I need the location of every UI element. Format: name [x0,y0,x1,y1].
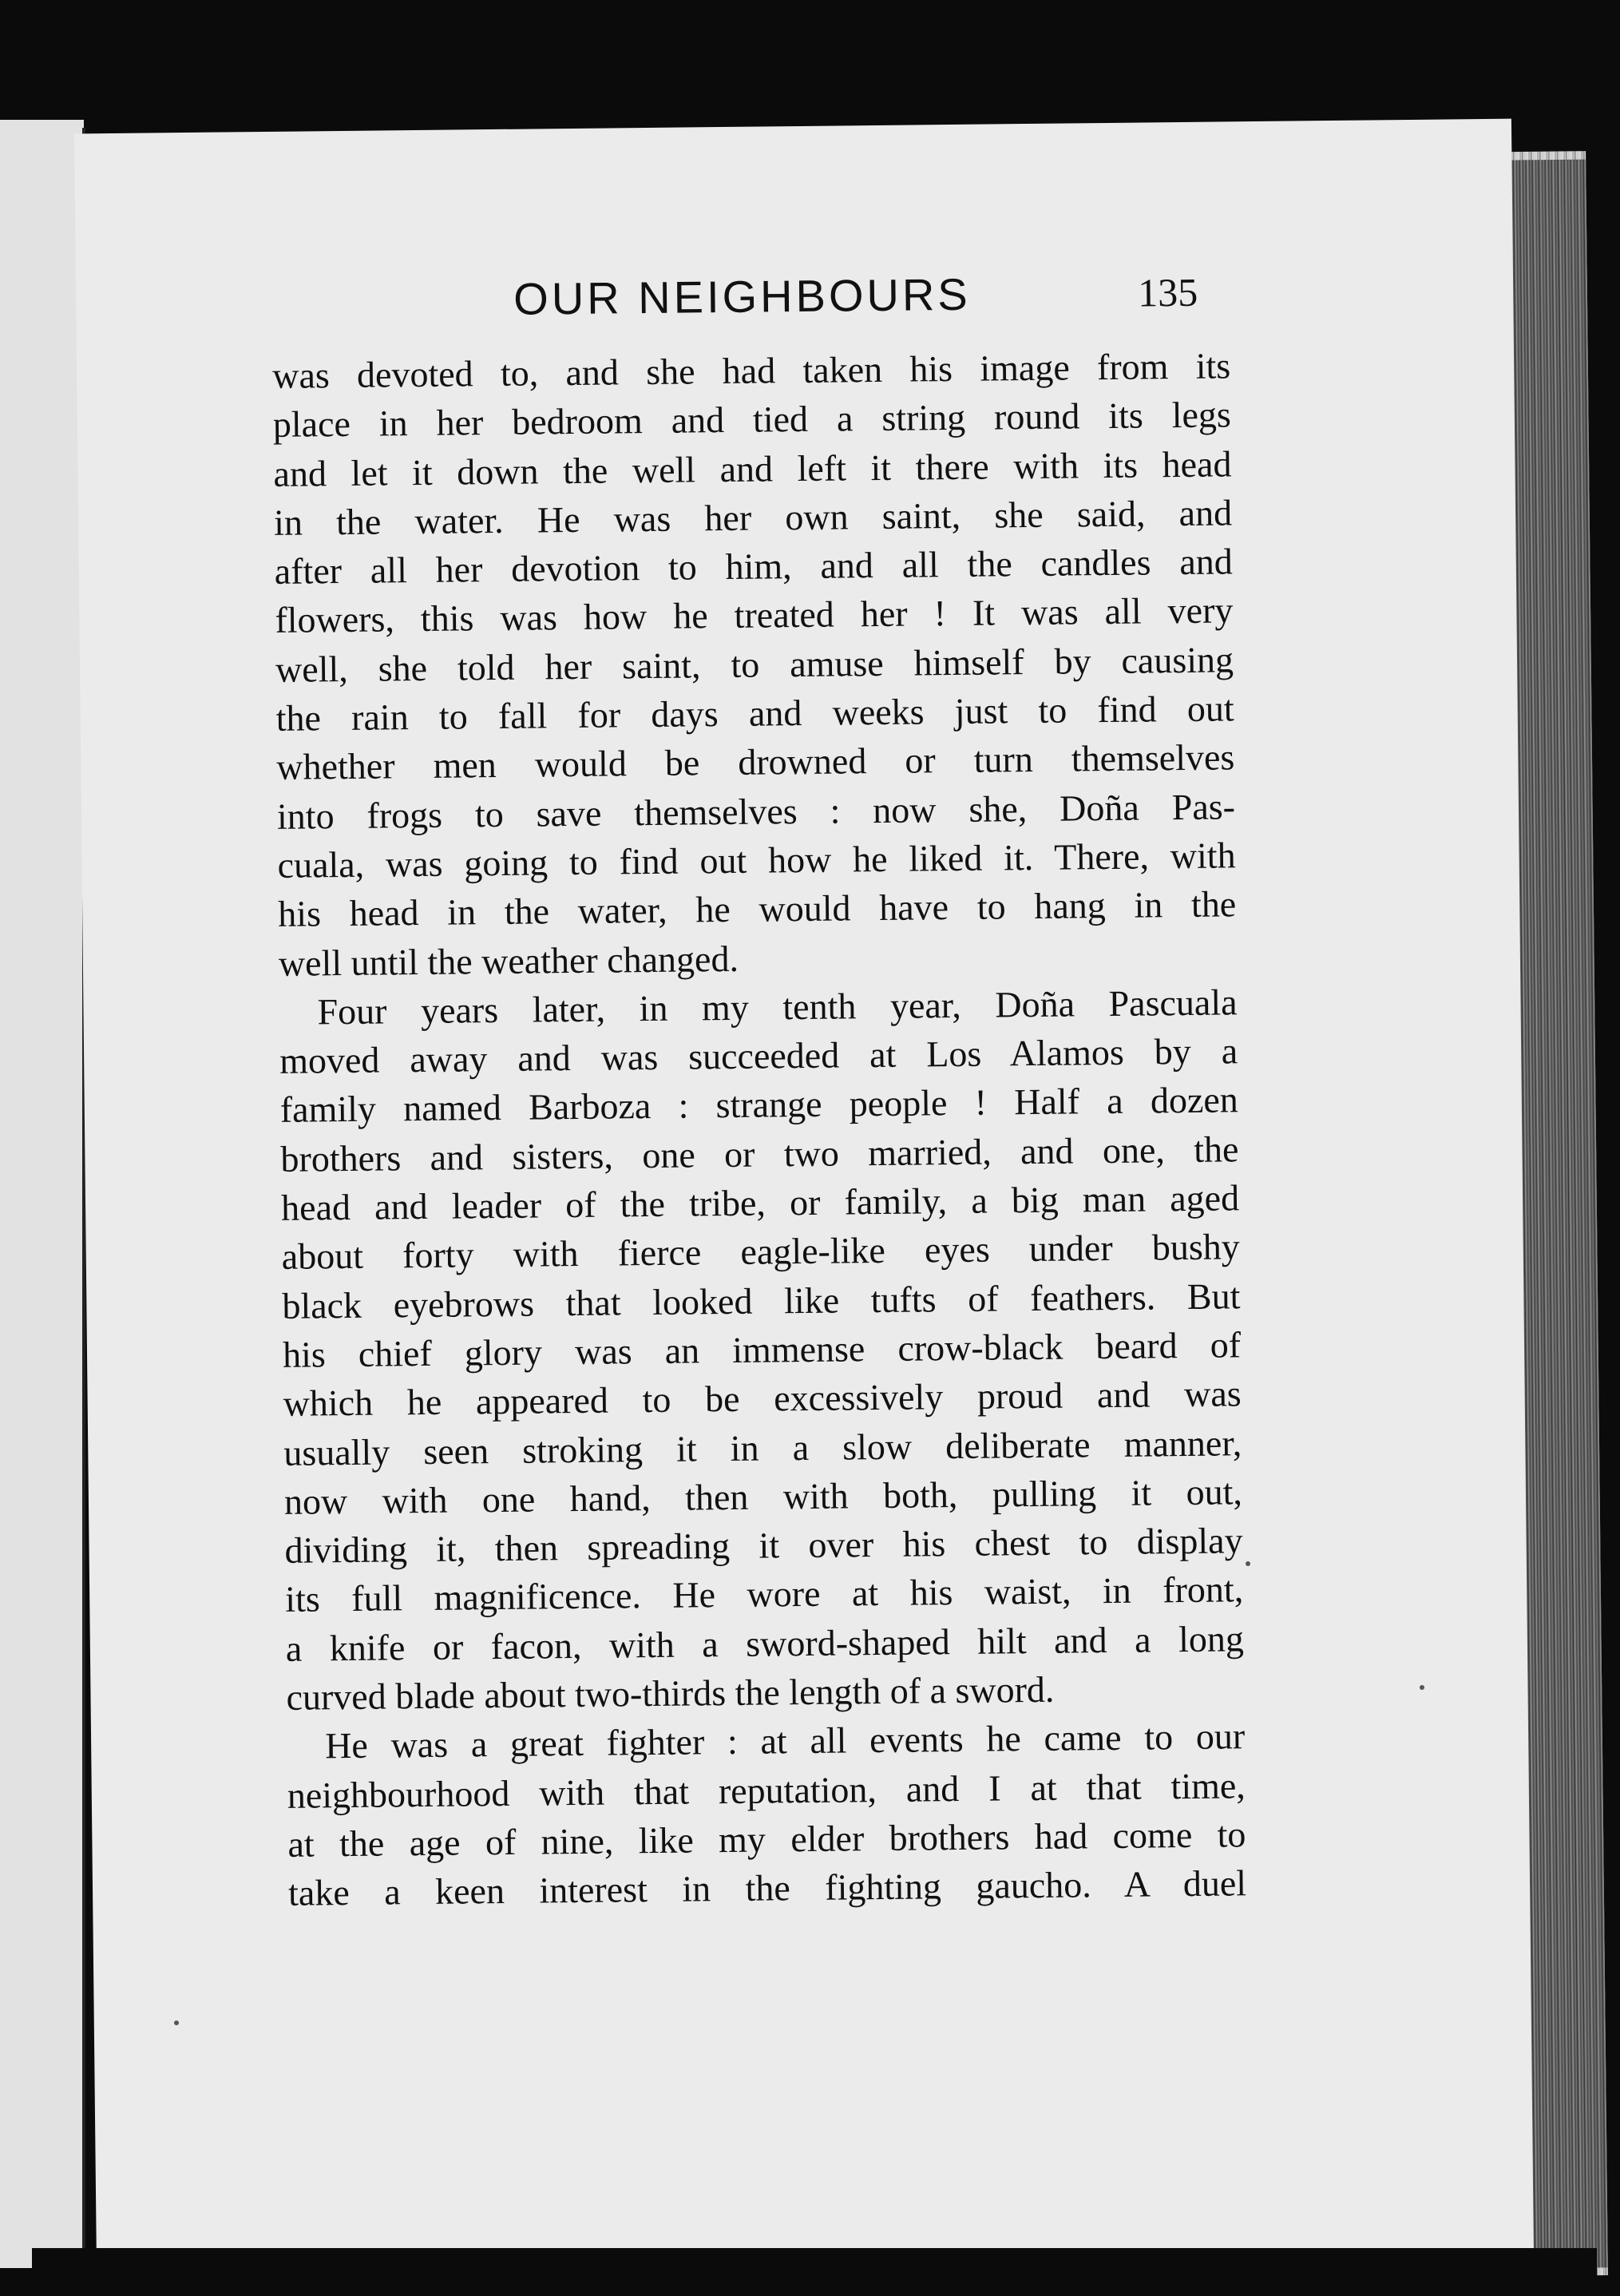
text-line: well until the weather changed. [278,938,739,984]
text-line: after all her devotion to him, and all the candles and [274,541,1233,593]
text-line: cuala, was going to find out how he liked it. There, with [277,835,1236,886]
text-line: into frogs to save themselves : now she, Doña Pas- [276,785,1236,837]
text-line: black eyebrows that looked like tufts of feathers. But [282,1275,1241,1326]
text-line: family named Barboza : strange people ! Half a dozen [279,1079,1239,1131]
text-line: Four years later, in my tenth year, Doña Pascuala [317,981,1238,1033]
text-line: now with one hand, then with both, pulling it out, [283,1471,1243,1522]
body-text [272,341,1246,1917]
text-line: place in her bedroom and tied a string round its legs [272,394,1232,446]
text-line: the rain to fall for days and weeks just to find out [275,688,1234,739]
text-line: take a keen interest in the fighting gaucho. A duel [287,1862,1247,1914]
text-line: which he appeared to be excessively proud and was [283,1373,1242,1425]
text-line: and let it down the well and left it there with its head [273,442,1232,494]
text-line: his head in the water, he would have to hang in the [277,883,1237,935]
page-header [76,263,1514,342]
speck [1246,1561,1250,1566]
text-line: moved away and was succeeded at Los Alamos by a [279,1030,1238,1082]
text-line: in the water. He was her own saint, she said, and [273,492,1233,543]
text-line: well, she told her saint, to amuse himself by causing [275,639,1234,690]
bottom-shadow [32,2248,1597,2296]
text-line: curved blade about two-thirds the length of a sword. [286,1668,1055,1718]
text-line: a knife or facon, with a sword-shaped hilt and a long [285,1617,1245,1669]
text-line: his chief glory was an immense crow-black beard of [282,1324,1242,1375]
facing-page-edge [0,120,84,2268]
book-page [74,119,1534,2274]
speck [174,2020,179,2025]
text-line: was devoted to, and she had taken his image from its [271,345,1231,396]
text-line: about forty with fierce eagle-like eyes under bushy [281,1226,1240,1278]
text-line: whether men would be drowned or turn themselves [276,736,1235,788]
text-line: usually seen stroking it in a slow deliberate manner, [283,1422,1242,1473]
text-line: flowers, this was how he treated her ! It was all very [275,589,1234,641]
text-line: at the age of nine, like my elder brothers had come to [287,1814,1246,1865]
text-line: dividing it, then spreading it over his chest to display [284,1520,1243,1571]
text-line: neighbourhood with that reputation, and I at that time, [287,1764,1246,1816]
text-line: its full magnificence. He wore at his waist, in front, [284,1568,1244,1620]
speck [1420,1685,1424,1690]
text-line: brothers and sisters, one or two married, and one, the [280,1128,1239,1180]
running-head: OUR NEIGHBOURS [513,268,972,324]
page-number: 135 [1137,269,1198,315]
text-line: He was a great fighter : at all events he came to our [324,1715,1246,1767]
text-line: head and leader of the tribe, or family, a big man aged [280,1177,1240,1228]
